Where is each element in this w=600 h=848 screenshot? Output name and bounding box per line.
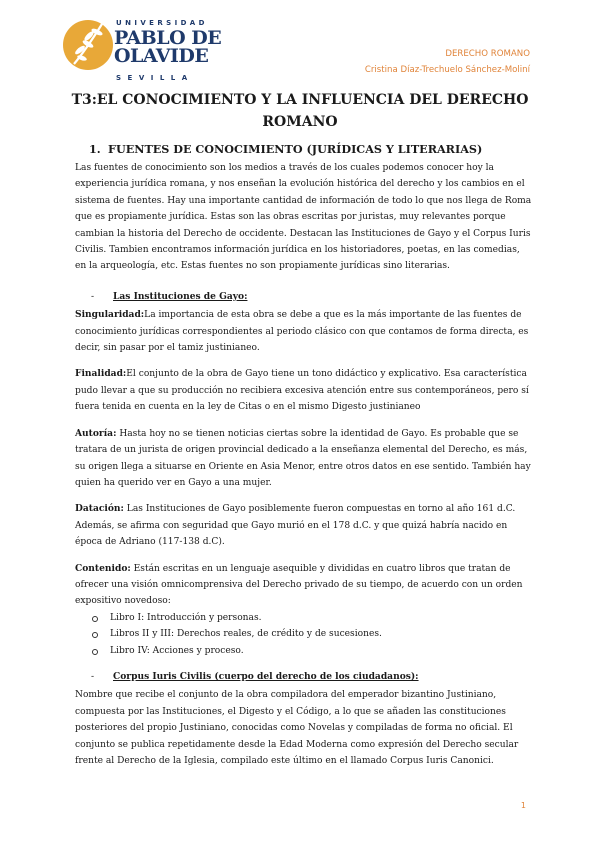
- finalidad-paragraph: [75, 366, 533, 415]
- circle-bullet-icon: [92, 616, 98, 622]
- section-heading-text: FUENTES DE CONOCIMIENTO (JURÍDICAS Y LITERARIAS): [108, 142, 483, 156]
- document-body: [75, 140, 533, 769]
- gayo-heading-text: Las Instituciones de Gayo:: [113, 290, 248, 302]
- header-info: [365, 46, 530, 78]
- course-name: DERECHO ROMANO: [445, 49, 530, 59]
- contenido-label: Contenido:: [75, 562, 131, 574]
- logo-name-line2: OLAVIDE: [114, 45, 209, 67]
- olive-branch-icon: [62, 14, 114, 76]
- list-item: [91, 643, 533, 659]
- logo-name-line1: PABLO DE: [114, 27, 222, 49]
- finalidad-label: Finalidad:: [75, 368, 127, 380]
- bullet-dash: -: [91, 291, 95, 302]
- logo-university-text: UNIVERSIDAD: [116, 19, 208, 27]
- list-item: [91, 626, 533, 642]
- datacion-text: Las Instituciones de Gayo posiblemente fueron compuestas en torno al año 161 d.C. Además, se afirma con seguridad que Gayo murió en el 178 d.C. y que quizá habría nacido en época de Adriano (117-138 d.C).: [75, 504, 516, 548]
- corpus-paragraph: Nombre que recibe el conjunto de la obra compiladora del emperador bizantino Justiniano, compuesta por las Instituciones, el Digesto y el Código, a lo que se añaden las constituciones posteriores del propio Justiniano, conocidas como Novelas y compiladas de forma no oficial. El conjunto se publica repetidamente desde la Edad Moderna como expresión del Derecho secular frente al Derecho de la Iglesia, compilado este último en el llamado Corpus Iuris Canonici.: [75, 690, 519, 766]
- singularidad-label: Singularidad:: [75, 309, 145, 321]
- list-item-text: Libro I: Introducción y personas.: [110, 612, 262, 623]
- page-number: 1: [520, 801, 526, 810]
- datacion-label: Datación:: [75, 503, 124, 515]
- singularidad-paragraph: [75, 307, 533, 356]
- corpus-heading-text: Corpus Iuris Civilis (cuerpo del derecho de los ciudadanos):: [113, 670, 419, 682]
- contenido-paragraph: [75, 561, 533, 610]
- university-logo: [62, 10, 222, 82]
- autoria-text: Hasta hoy no se tienen noticias ciertas sobre la identidad de Gayo. Es probable que se tratara de un jurista de origen provincial dedicado a la enseñanza elemental del Derecho, es más, su origen llega a situarse en Oriente en Asia Menor, entre otros datos en ese sentido. También hay quien ha querido ver en Gayo a una mujer.: [75, 428, 531, 488]
- author-name: Cristina Díaz-Trechuelo Sánchez-Moliní: [364, 65, 530, 75]
- list-item: [91, 610, 533, 626]
- finalidad-text: El conjunto de la obra de Gayo tiene un tono didáctico y explicativo. Esa característica pudo llevar a que su producción no recibiera excesiva atención entre sus contemporáneos, pero sí fuera tenida en cuenta en la ley de Citas o en el mismo Digesto justinianeo: [75, 369, 529, 413]
- section-intro: Las fuentes de conocimiento son los medios a través de los cuales podemos conocer hoy la experiencia jurídica romana, y nos enseñan la evolución histórica del derecho y los cambios en el sistema de fuentes. Hay una importante cantidad de información de todo lo que nos llega de Roma que es propiamente jurídica. Estas son las obras escritas por juristas, muy relevantes porque cambian la historia del Derecho de occidente. Destacan las Instituciones de Gayo y el Corpus Iuris Civilis. Tambien encontramos información jurídica en los historiadores, poetas, en las comedias, en la arqueología, etc. Estas fuentes no son propiamente jurídicas sino literarias.: [75, 163, 532, 272]
- circle-bullet-icon: [92, 649, 98, 655]
- list-item-text: Libros II y III: Derechos reales, de crédito y de sucesiones.: [110, 629, 382, 640]
- gayo-heading: [91, 289, 533, 305]
- logo-city-text: SEVILLA: [116, 74, 194, 82]
- contenido-text: Están escritas en un lenguaje asequible y divididas en cuatro libros que tratan de ofrecer una visión omnicomprensiva del Derecho privado de su tiempo, de acuerdo con un orden expositivo novedoso:: [75, 563, 523, 607]
- circle-bullet-icon: [92, 632, 98, 638]
- singularidad-text: La importancia de esta obra se debe a que es la más importante de las fuentes de conocimiento jurídicas correspondientes al periodo clásico con que contamos de forma directa, es decir, sin pasar por el tamiz justinianeo.: [75, 310, 529, 354]
- section-number: 1.: [89, 142, 101, 156]
- bullet-dash: -: [91, 671, 95, 682]
- page-title: T3:EL CONOCIMIENTO Y LA INFLUENCIA DEL DERECHO ROMANO: [71, 92, 529, 130]
- autoria-label: Autoría:: [75, 427, 117, 439]
- datacion-paragraph: [75, 501, 533, 550]
- libros-list: [91, 610, 533, 659]
- section-heading: [89, 140, 533, 158]
- corpus-heading: [91, 669, 533, 685]
- autoria-paragraph: [75, 426, 533, 492]
- list-item-text: Libro IV: Acciones y proceso.: [110, 645, 244, 656]
